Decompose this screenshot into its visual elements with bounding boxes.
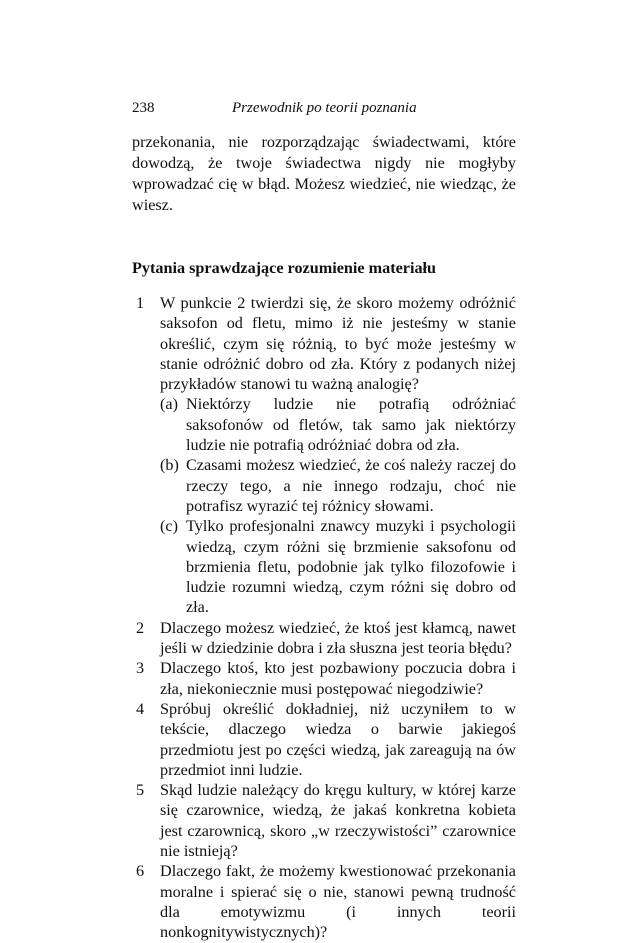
question-5 <box>132 780 516 861</box>
question-number: 6 <box>136 862 145 881</box>
question-6 <box>132 861 516 942</box>
question-number: 1 <box>136 294 145 312</box>
option-c <box>160 516 516 617</box>
page-number: 238 <box>132 100 155 116</box>
question-1 <box>132 293 516 618</box>
question-number: 4 <box>136 699 145 718</box>
option-text: Niektórzy ludzie nie potrafią odróżniać saksofonów od fletów, tak samo jak niektórzy ludzie nie potrafią odróżniać dobra od zła. <box>186 395 516 455</box>
question-4 <box>132 699 516 780</box>
intro-paragraph: przekonania, nie rozporządzając świadectwami, które dowodzą, że twoje świadectwa nigdy nie mogłyby wprowadzać cię w błąd. Możesz wiedzieć, nie wiedząc, że wiesz. <box>132 133 516 214</box>
option-text: Czasami możesz wiedzieć, że coś należy raczej do rzeczy tego, a nie innego rodzaju, choć nie potrafisz wyrazić tej różnicy słowami. <box>186 456 516 515</box>
option-label: (a) <box>160 395 178 414</box>
question-number: 5 <box>136 781 145 800</box>
option-label: (b) <box>160 456 179 475</box>
question-3 <box>132 658 516 699</box>
question-text: Skąd ludzie należący do kręgu kultury, w której karze się czarownice, wiedzą, że jakaś konkretna kobieta jest czarownicą, skoro „w rzeczywistości” czarownice nie istnieją? <box>160 781 516 861</box>
option-a <box>160 394 516 455</box>
question-text: Dlaczego ktoś, kto jest pozbawiony poczucia dobra i zła, niekoniecznie musi postępować niegodziwie? <box>160 659 516 698</box>
running-title: Przewodnik po teorii poznania <box>232 100 417 116</box>
option-text: Tylko profesjonalni znawcy muzyki i psychologii wiedzą, czym różni się brzmienie saksofonu od brzmienia fletu, podobnie jak tylko filozofowie i ludzie rozumni wiedzą, czym różni się dobro od zła. <box>186 517 516 617</box>
section-title: Pytania sprawdzające rozumienie materiału <box>132 259 437 277</box>
question-text: Spróbuj określić dokładniej, niż uczyniłem to w tekście, dlaczego wiedza o barwie jakiegoś przedmiotu jest po części wiedzą, jak zareagują na ów przedmiot inni ludzie. <box>160 699 516 779</box>
running-header <box>132 100 516 122</box>
option-b <box>160 455 516 516</box>
question-text: W punkcie 2 twierdzi się, że skoro możemy odróżnić saksofon od fletu, mimo iż nie jesteśmy w stanie określić, czym się różnią, to być może jesteśmy w stanie odróżnić dobro od zła. Który z podanych niżej przykładów stanowi tu ważną analogię? <box>160 294 516 394</box>
question-number: 3 <box>136 659 145 678</box>
book-page <box>132 100 516 943</box>
question-number: 2 <box>136 618 145 637</box>
question-2 <box>132 618 516 659</box>
option-label: (c) <box>160 517 178 536</box>
question-list <box>132 293 516 943</box>
question-text: Dlaczego możesz wiedzieć, że ktoś jest kłamcą, nawet jeśli w dziedzinie dobra i zła słuszna jest teoria błędu? <box>160 618 516 658</box>
question-text: Dlaczego fakt, że możemy kwestionować przekonania moralne i spierać się o nie, stanowi pewną trudność dla emotywizmu (i innych teorii nonkognitywistycznych)? <box>160 862 516 942</box>
